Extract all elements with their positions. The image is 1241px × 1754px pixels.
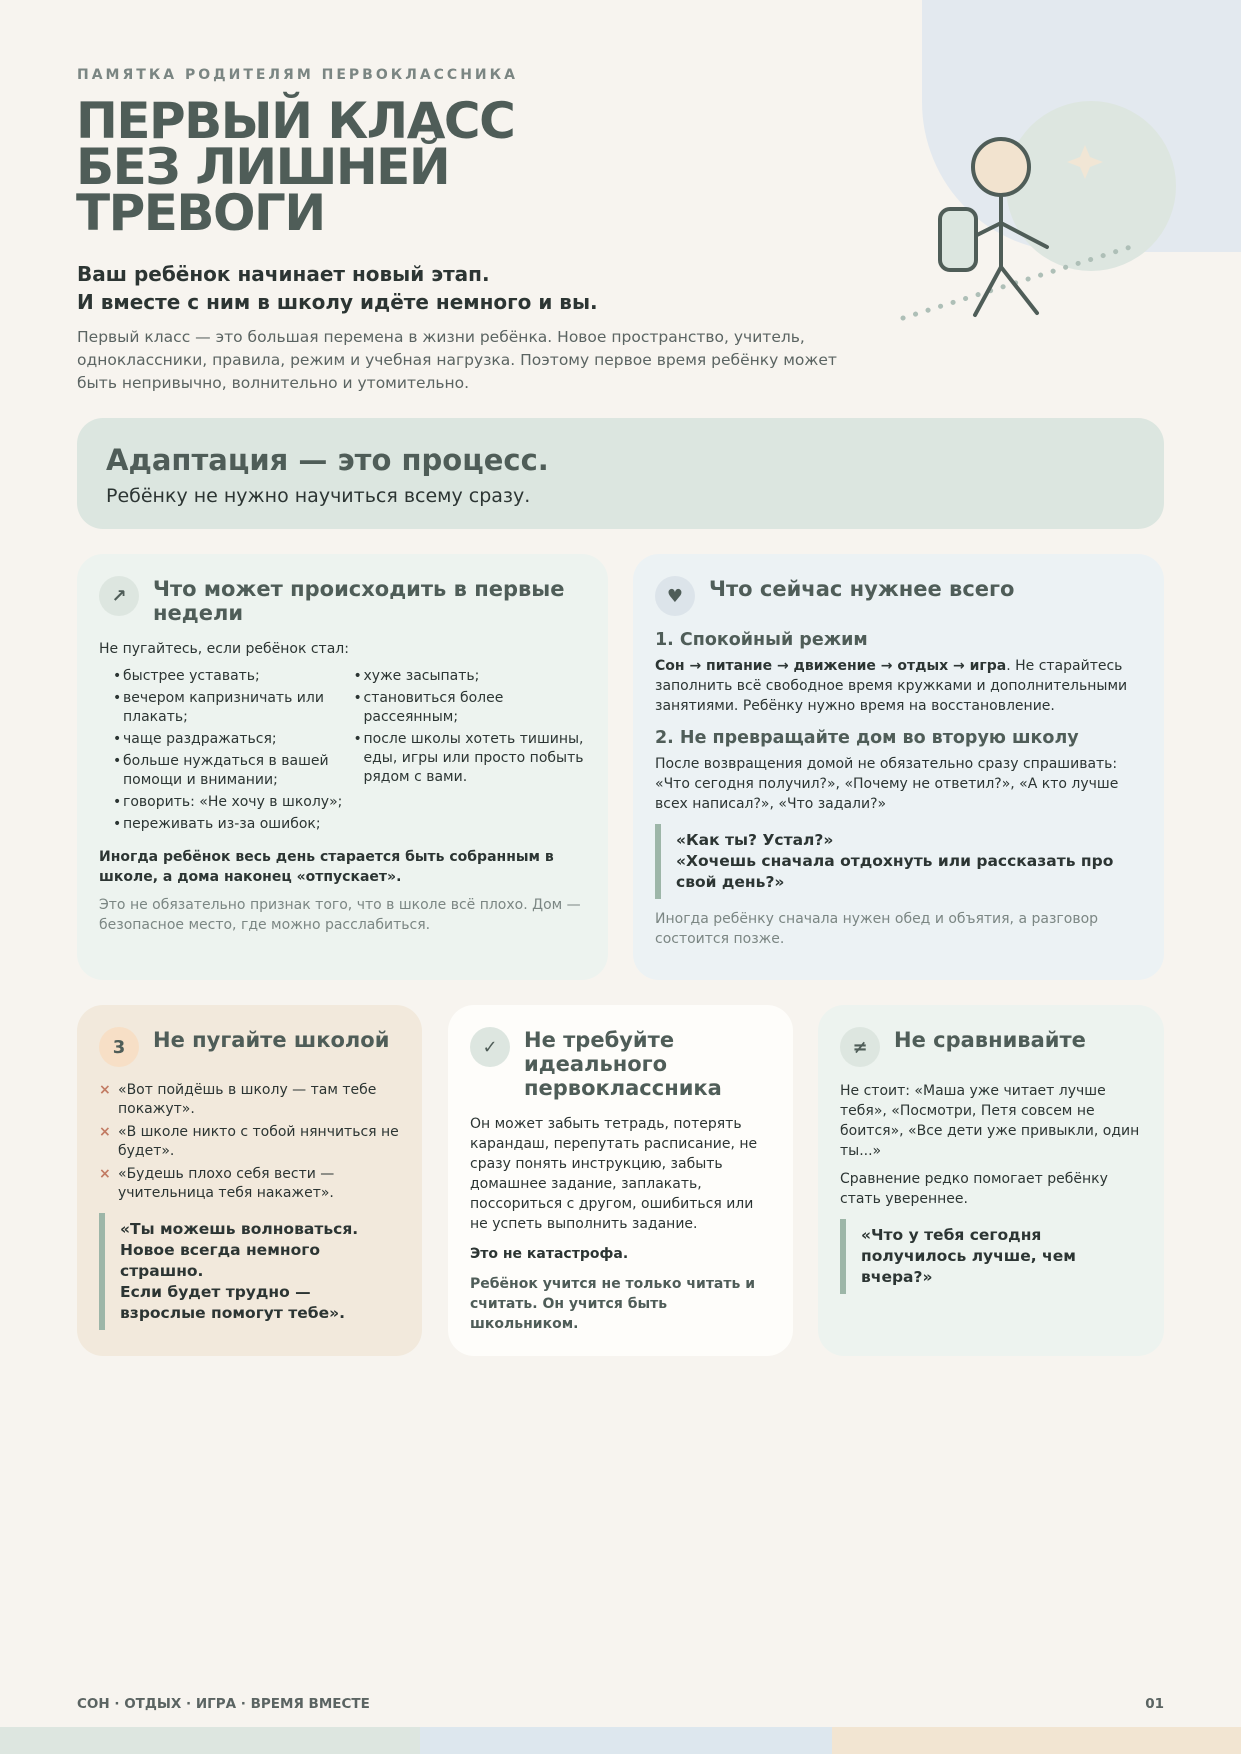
eyebrow: ПАМЯТКА РОДИТЕЛЯМ ПЕРВОКЛАССНИКА xyxy=(77,67,518,83)
list-item: • быстрее уставать; xyxy=(113,667,346,686)
quote-block: «Что у тебя сегодня получилось лучше, чем вчера?» xyxy=(840,1219,1142,1294)
heart-icon: ♥ xyxy=(655,576,695,616)
card-text: Он может забыть тетрадь, потерять карандаш, перепутать расписание, не сразу понять инструкцию, забыть домашнее задание, заплакать, поссориться с другом, ошибиться или не успеть выполнить задание. xyxy=(470,1116,758,1232)
list-item: • чаще раздражаться; xyxy=(113,730,346,749)
muted-note: Это не обязательно признак того, что в школе всё плохо. Дом — безопасное место, где можно расслабиться. xyxy=(99,897,581,933)
arrow-up-right-icon: ↗ xyxy=(99,576,139,616)
page-title: ПЕРВЫЙ КЛАСС БЕЗ ЛИШНЕЙ ТРЕВОГИ xyxy=(76,92,515,242)
schoolchild-illustration xyxy=(895,125,1145,325)
card-dont-compare xyxy=(818,1005,1164,1356)
card-title: Что сейчас нужнее всего xyxy=(709,577,1015,601)
bold-note: Это не катастрофа. xyxy=(470,1246,629,1262)
symptom-list xyxy=(113,667,586,837)
card-dont-scare xyxy=(77,1005,422,1356)
bold-note: Иногда ребёнок весь день старается быть собранным в школе, а дома наконец «отпускает». xyxy=(99,849,554,885)
quote-block: «Ты можешь волноваться. Новое всегда немного страшно. Если будет трудно — взрослые помогут тебе». xyxy=(99,1213,400,1330)
list-item: • говорить: «Не хочу в школу»; xyxy=(113,793,346,812)
sparkle-icon xyxy=(1067,145,1103,179)
backpack-icon xyxy=(940,209,976,270)
footer-stripe xyxy=(0,1727,420,1754)
footer-stripe xyxy=(832,1727,1241,1754)
checkmark-icon: ✓ xyxy=(470,1027,510,1067)
card-title: Не пугайте школой xyxy=(153,1028,390,1052)
head-icon xyxy=(973,139,1029,195)
card-lead: Не пугайтесь, если ребёнок стал: xyxy=(99,641,349,657)
routine-text: Сон → питание → движение → отдых → игра. Не старайтесь заполнить всё свободное время кружками и дополнительными занятиями. Ребёнку нужно время на восстановление. xyxy=(655,658,1128,714)
adaptation-banner xyxy=(77,418,1164,529)
card-first-weeks xyxy=(77,554,608,980)
list-item: × «В школе никто с тобой нянчиться не будет». xyxy=(99,1123,400,1161)
intro-text: Первый класс — это большая перемена в жизни ребёнка. Новое пространство, учитель, одноклассники, правила, режим и учебная нагрузка. Поэтому первое время ребёнку может быть непривычно, волнительно и утомительно. xyxy=(77,328,837,392)
card-text: Сравнение редко помогает ребёнку стать увереннее. xyxy=(840,1171,1108,1207)
list-item: • вечером капризничать или плакать; xyxy=(113,689,346,727)
card-title: Не сравнивайте xyxy=(894,1028,1086,1052)
avoid-phrases-list xyxy=(99,1081,400,1203)
list-item: • переживать из-за ошибок; xyxy=(113,815,346,834)
card-title: Не требуйте идеального первоклассника xyxy=(524,1028,722,1100)
accent-note: Ребёнок учится не только читать и считать. Он учится быть школьником. xyxy=(470,1276,756,1332)
list-item: × «Будешь плохо себя вести — учительница тебя накажет». xyxy=(99,1165,400,1203)
list-item: • хуже засыпать; xyxy=(354,667,587,686)
list-item: • после школы хотеть тишины, еды, игры или просто побыть рядом с вами. xyxy=(354,730,587,787)
page-number: 01 xyxy=(1145,1696,1164,1712)
number-badge-icon: 3 xyxy=(99,1027,139,1067)
muted-note: Иногда ребёнку сначала нужен обед и объятия, а разговор состоится позже. xyxy=(655,911,1099,947)
card-not-ideal xyxy=(448,1005,793,1356)
section-heading: 1. Спокойный режим xyxy=(655,630,868,650)
card-text: Не стоит: «Маша уже читает лучше тебя», «Посмотри, Петя совсем не боится», «Все дети уже привыкли, один ты...» xyxy=(840,1083,1140,1159)
banner-title: Адаптация — это процесс. xyxy=(106,443,549,477)
section-heading: 2. Не превращайте дом во вторую школу xyxy=(655,728,1079,748)
card-title: Что может происходить в первые недели xyxy=(153,577,565,625)
questions-text: После возвращения домой не обязательно сразу спрашивать: «Что сегодня получил?», «Почему не ответил?», «А кто лучше всех написал?», «Что задали?» xyxy=(655,756,1119,812)
footer-tagline: СОН · ОТДЫХ · ИГРА · ВРЕМЯ ВМЕСТЕ xyxy=(77,1696,370,1712)
card-needs xyxy=(633,554,1164,980)
not-equal-icon: ≠ xyxy=(840,1027,880,1067)
list-item: • становиться более рассеянным; xyxy=(354,689,587,727)
list-item: × «Вот пойдёшь в школу — там тебе покажут». xyxy=(99,1081,400,1119)
page-subtitle: Ваш ребёнок начинает новый этап. И вместе с ним в школу идёте немного и вы. xyxy=(77,262,598,314)
footer-stripe xyxy=(420,1727,832,1754)
banner-subtitle: Ребёнку не нужно научиться всему сразу. xyxy=(106,485,531,507)
quote-block: «Как ты? Устал?» «Хочешь сначала отдохнуть или рассказать про свой день?» xyxy=(655,824,1142,899)
list-item: • больше нуждаться в вашей помощи и внимании; xyxy=(113,752,346,790)
